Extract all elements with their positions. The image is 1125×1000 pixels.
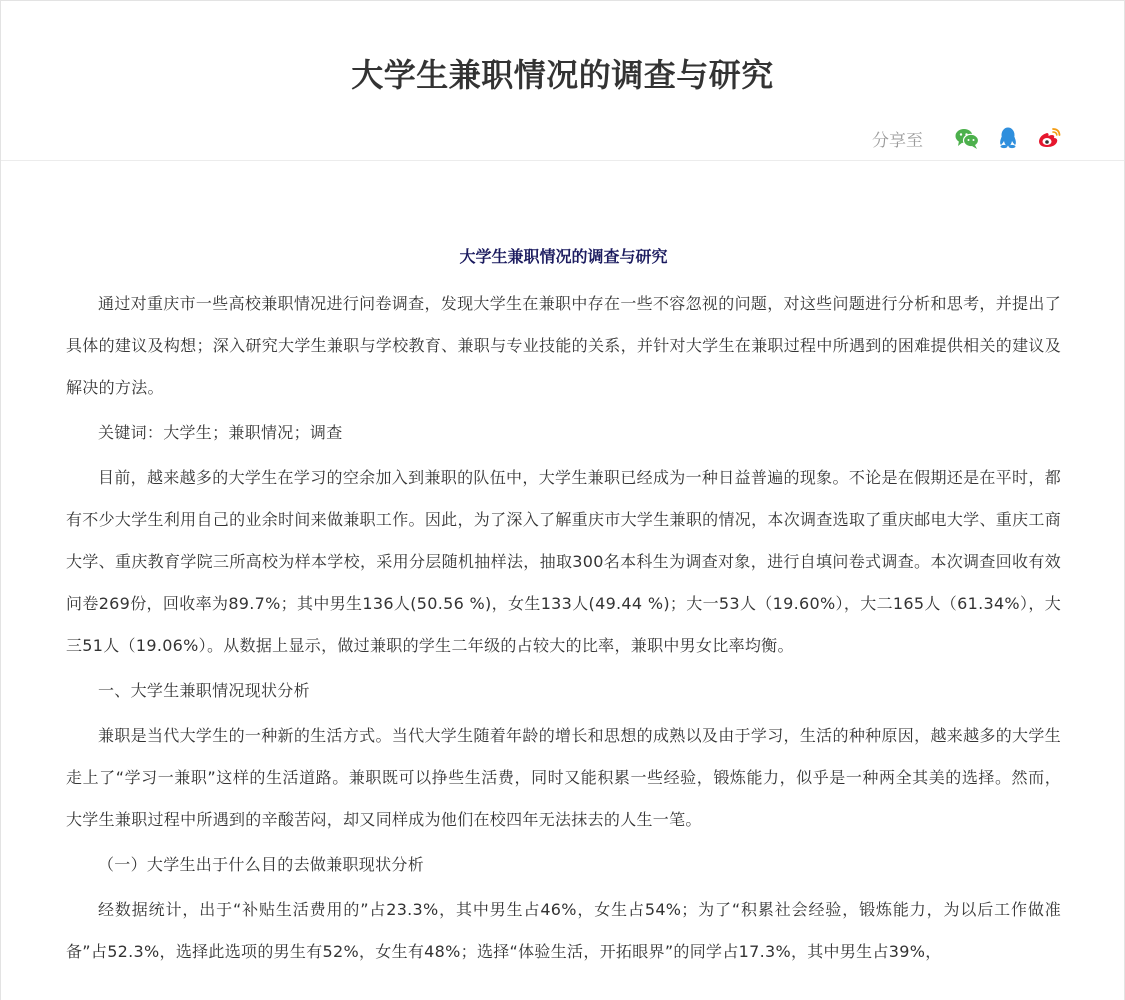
page-header bbox=[1, 1, 1124, 161]
qq-icon[interactable] bbox=[995, 125, 1021, 151]
section-heading: 一、大学生兼职情况现状分析 bbox=[98, 681, 310, 700]
abstract-paragraph: 通过对重庆市一些高校兼职情况进行问卷调查，发现大学生在兼职中存在一些不容忽视的问题，对这些问题进行分析和思考，并提出了具体的建议及构想；深入研究大学生兼职与学校教育、兼职与专业技能的关系，并针对大学生在兼职过程中所遇到的困难提供相关的建议及解决的方法。 bbox=[66, 294, 1061, 397]
share-label: 分享至 bbox=[872, 130, 923, 151]
keywords-paragraph: 关键词：大学生；兼职情况；调查 bbox=[98, 423, 343, 442]
body-paragraph: 经数据统计，出于“补贴生活费用的”占23.3%，其中男生占46%，女生占54%；为了“积累社会经验，锻炼能力，为以后工作做准备”占52.3%，选择此选项的男生有52%，女生有48%；选择“体验生活，开拓眼界”的同学占17.3%，其中男生占39%， bbox=[66, 900, 1061, 961]
article-body bbox=[66, 237, 1061, 976]
subsection-heading: （一）大学生出于什么目的去做兼职现状分析 bbox=[98, 855, 425, 874]
weibo-icon[interactable] bbox=[1036, 125, 1062, 151]
share-bar bbox=[872, 123, 1062, 153]
wechat-icon[interactable] bbox=[954, 125, 980, 151]
article-title: 大学生兼职情况的调查与研究 bbox=[459, 247, 668, 266]
body-paragraph: 兼职是当代大学生的一种新的生活方式。当代大学生随着年龄的增长和思想的成熟以及由于学习，生活的种种原因，越来越多的大学生走上了“学习一兼职”这样的生活道路。兼职既可以挣些生活费，同时又能积累一些经验，锻炼能力，似乎是一种两全其美的选择。然而，大学生兼职过程中所遇到的辛酸苦闷，却又同样成为他们在校四年无法抹去的人生一笔。 bbox=[66, 726, 1061, 829]
page-title: 大学生兼职情况的调查与研究 bbox=[351, 56, 774, 94]
intro-paragraph: 目前，越来越多的大学生在学习的空余加入到兼职的队伍中，大学生兼职已经成为一种日益普遍的现象。不论是在假期还是在平时，都有不少大学生利用自己的业余时间来做兼职工作。因此，为了深入了解重庆市大学生兼职的情况，本次调查选取了重庆邮电大学、重庆工商大学、重庆教育学院三所高校为样本学校，采用分层随机抽样法，抽取300名本科生为调查对象，进行自填问卷式调查。本次调查回收有效问卷269份，回收率为89.7%；其中男生136人(50.56 %)，女生133人(49.44 %)；大一53人（19.60%），大二165人（61.34%），大三51人（19.06%）。从数据上显示，做过兼职的学生二年级的占较大的比率，兼职中男女比率均衡。 bbox=[66, 468, 1061, 655]
